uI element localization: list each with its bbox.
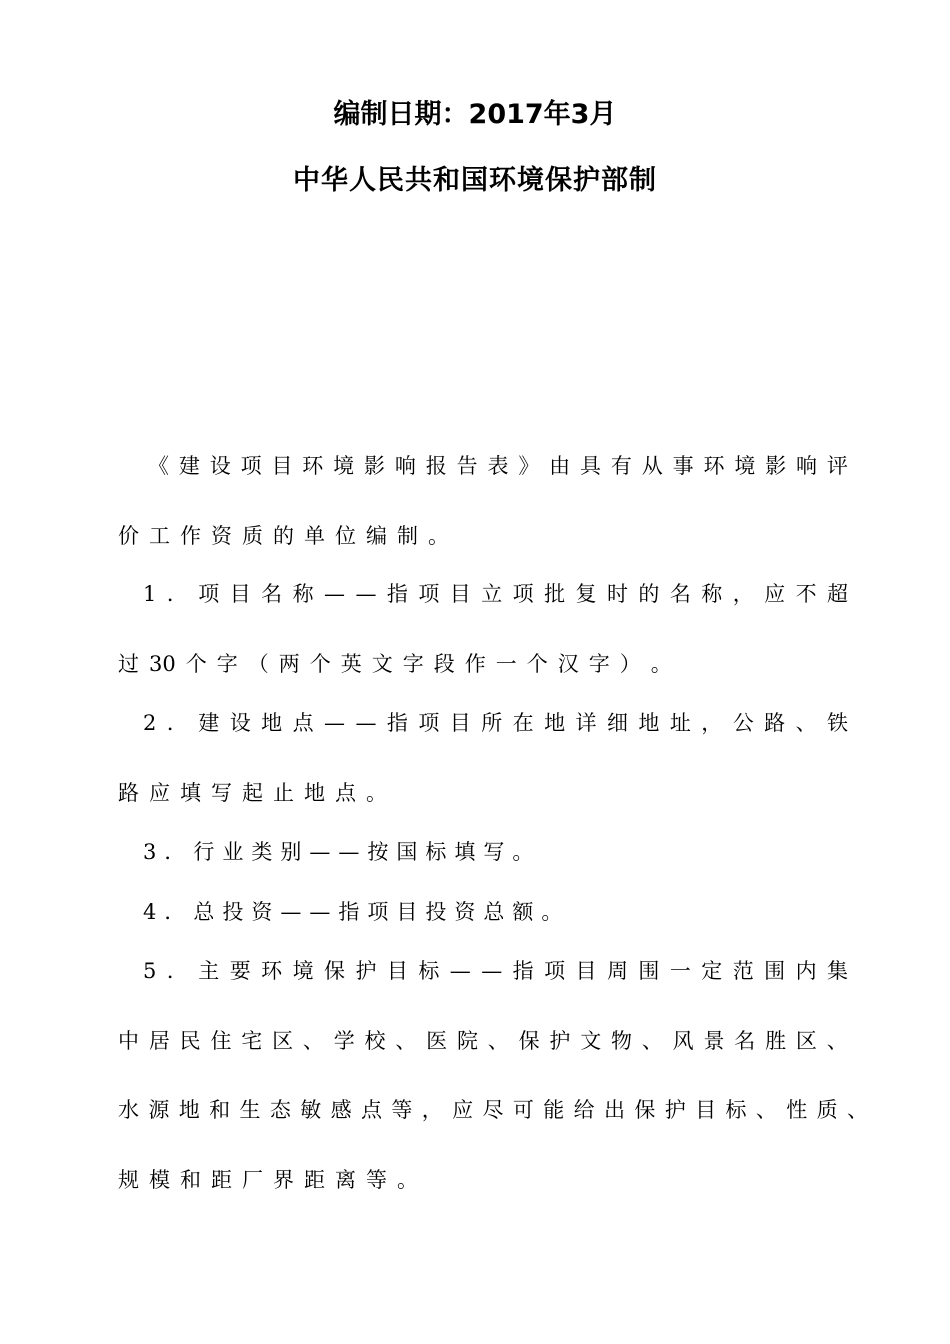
item-1-line-2: 过 30 个 字 （ 两 个 英 文 字 段 作 一 个 汉 字 ） 。 xyxy=(118,652,672,676)
item-1-line-1: 1 ． 项 目 名 称 — — 指 项 目 立 项 批 复 时 的 名 称 ， 应 不 超 xyxy=(143,582,848,606)
item-5-line-3: 水 源 地 和 生 态 敏 感 点 等 ， 应 尽 可 能 给 出 保 护 目 标 、 性 质 、 xyxy=(118,1098,868,1122)
intro-line-2: 价 工 作 资 质 的 单 位 编 制 。 xyxy=(118,524,449,548)
item-2-line-1: 2 ． 建 设 地 点 — — 指 项 目 所 在 地 详 细 地 址 ， 公 路 、 铁 xyxy=(143,711,848,735)
compilation-date-heading: 编制日期：2017年3月 xyxy=(333,99,617,130)
item-3-line-1: 3 ． 行 业 类 别 — — 按 国 标 填 写 。 xyxy=(143,840,534,864)
item-2-line-2: 路 应 填 写 起 止 地 点 。 xyxy=(118,781,387,805)
intro-line-1: 《 建 设 项 目 环 境 影 响 报 告 表 》 由 具 有 从 事 环 境 影 响 评 xyxy=(148,454,848,478)
item-4-line-1: 4 ． 总 投 资 — — 指 项 目 投 资 总 额 。 xyxy=(143,900,563,924)
issuing-organization-heading: 中华人民共和国环境保护部制 xyxy=(293,165,657,196)
item-5-line-4: 规 模 和 距 厂 界 距 离 等 。 xyxy=(118,1168,418,1192)
item-5-line-1: 5 ． 主 要 环 境 保 护 目 标 — — 指 项 目 周 围 一 定 范 围 内 集 xyxy=(143,959,848,983)
item-5-line-2: 中 居 民 住 宅 区 、 学 校 、 医 院 、 保 护 文 物 、 风 景 名 胜 区 、 xyxy=(118,1029,848,1053)
